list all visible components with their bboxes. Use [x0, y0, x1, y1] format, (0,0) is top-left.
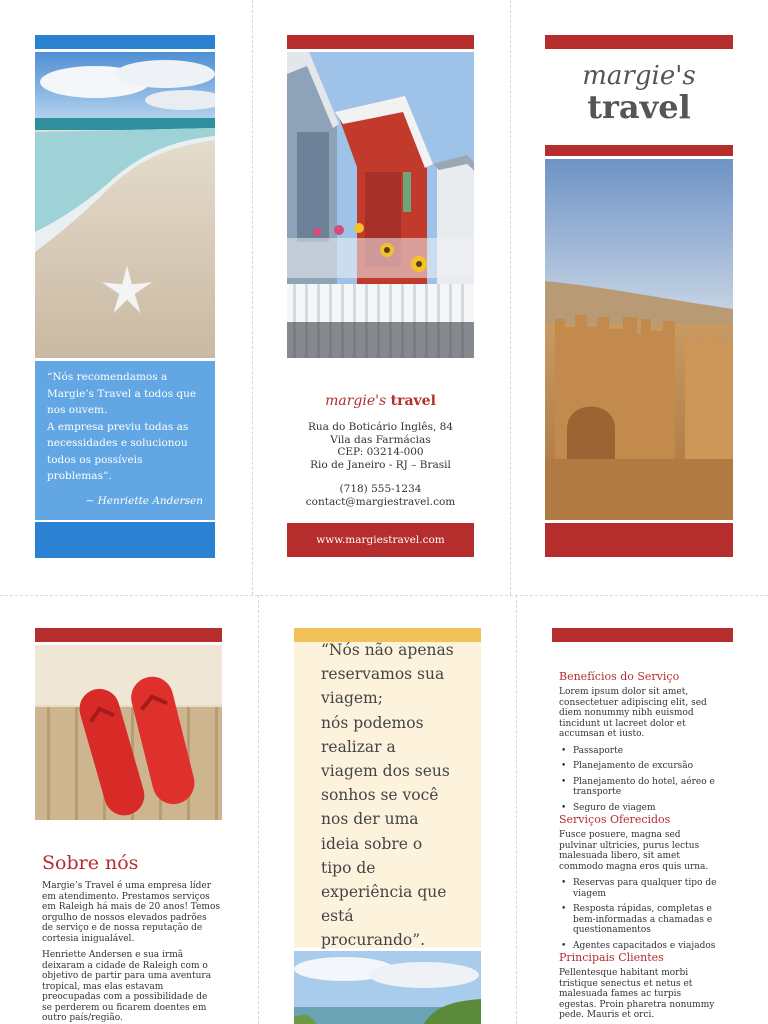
red-header-bar — [545, 35, 733, 49]
address-line: Vila das Farmácias — [330, 433, 431, 446]
blue-footer-bar — [35, 522, 215, 558]
address-line: Rio de Janeiro - RJ – Brasil — [310, 458, 451, 471]
pullquote-line: está — [321, 907, 354, 926]
website-bar — [287, 523, 474, 557]
website-link[interactable]: www.margiestravel.com — [316, 534, 445, 546]
testimonial-line: problemas”. — [47, 470, 112, 482]
list-item: • Seguro de viagem — [559, 803, 719, 814]
beneficios-text: Lorem ipsum dolor sit amet, consectetuer adipiscing elit, sed diem nonummy nibh euismod tincidunt ut lacreet dolor et accumsan et iusto. — [559, 687, 707, 739]
address-line: CEP: 03214-000 — [337, 446, 424, 458]
testimonial-box — [35, 361, 215, 520]
testimonial-line: todos os possíveis — [47, 453, 143, 466]
brand-name-bold: travel — [587, 88, 691, 126]
about-paragraph: Margie’s Travel é uma empresa líder em atendimento. Prestamos serviços em Raleigh há mais de 20 anos! Temos orgulho de nossos elevados padrões de serviço e de nossa reputação de cortesia inigualável. — [42, 881, 220, 944]
red-header-bar — [552, 628, 733, 642]
list-item: • Passaporte — [559, 746, 719, 757]
address-line: Rua do Boticário Inglês, 84 — [307, 421, 454, 433]
red-footer-bar — [545, 523, 733, 557]
section-heading-oferecidos: Serviços Oferecidos — [559, 813, 671, 826]
list-item: • Resposta rápidas, completas e bem-informadas a chamadas e questionamentos — [559, 904, 719, 936]
contact-address — [287, 421, 474, 508]
sandcastle-photo — [545, 159, 733, 520]
brand-logo-large — [545, 62, 733, 124]
beneficios-list — [559, 746, 719, 814]
beach-huts-photo — [287, 52, 474, 358]
testimonial-author: ~ Henriette Andersen — [85, 494, 203, 507]
pullquote-line: nós podemos — [321, 713, 424, 732]
brand-name-italic: margie's — [325, 393, 387, 409]
brand-name-bold: travel — [390, 393, 436, 409]
beach-starfish-photo — [35, 52, 215, 358]
testimonial-line: A empresa previu todas as — [47, 420, 189, 433]
pullquote-text — [321, 638, 471, 953]
fold-line — [252, 0, 253, 595]
pullquote-line: “Nós não apenas — [321, 641, 454, 659]
brand-name-italic: margie's — [582, 61, 696, 91]
oferecidos-text: Fusce posuere, magna sed pulvinar ultricies, purus lectus malesuada libero, sit amet commodo magna eros quis urna. — [559, 830, 709, 872]
pullquote-line: ideia sobre o — [321, 834, 423, 853]
spacer — [287, 471, 474, 483]
beach-dunes-photo — [294, 951, 481, 1024]
section-heading-beneficios: Benefícios do Serviço — [559, 670, 680, 683]
contact-email[interactable]: contact@margiestravel.com — [305, 495, 456, 508]
flip-flops-photo — [35, 645, 222, 820]
pullquote-line: reservamos sua — [321, 665, 445, 684]
brand-logo-small — [287, 393, 474, 409]
testimonial-line: necessidades e solucionou — [47, 437, 188, 449]
testimonial-line: “Nós recomendamos a — [47, 371, 168, 383]
red-header-bar — [287, 35, 474, 49]
pullquote-line: experiência que — [321, 883, 447, 902]
testimonial-line: Margie’s Travel a todos que — [47, 387, 197, 400]
fold-line — [516, 595, 517, 1024]
section-heading-clientes: Principais Clientes — [559, 951, 664, 964]
pullquote-line: procurando”. — [321, 931, 426, 950]
fold-line — [510, 0, 511, 595]
list-item: • Agentes capacitados e viajados — [559, 941, 719, 952]
testimonial-line: nos ouvem. — [47, 404, 108, 416]
oferecidos-list — [559, 878, 719, 951]
list-item: • Reservas para qualquer tipo de viagem — [559, 878, 719, 899]
services-column — [559, 670, 719, 1021]
pullquote-line: realizar a — [321, 737, 396, 756]
list-item: • Planejamento de excursão — [559, 761, 719, 772]
page-divider — [0, 595, 768, 596]
about-paragraph: Henriette Andersen e sua irmã deixaram a cidade de Raleigh com o objetivo de partir para uma aventura tropical, mas elas estavam preocupadas com a possibilidade de se perderem ou ficarem doentes em outro país/região. — [42, 950, 212, 1023]
pullquote-line: tipo de — [321, 858, 376, 877]
list-item: • Planejamento do hotel, aéreo e transporte — [559, 777, 719, 798]
about-heading: Sobre nós — [42, 852, 139, 874]
pullquote-line: nos der uma — [321, 810, 419, 829]
clientes-text: Pellentesque habitant morbi tristique senectus et netus et malesuada fames ac turpis egestas. Proin pharetra nonummy pede. Mauris et orci. — [559, 968, 715, 1020]
contact-phone: (718) 555-1234 — [339, 483, 422, 495]
pullquote-line: viagem dos seus — [321, 762, 450, 781]
pullquote-line: sonhos se você — [321, 786, 439, 805]
red-header-bar — [35, 628, 222, 642]
red-divider-bar — [545, 145, 733, 156]
blue-header-bar — [35, 35, 215, 49]
pullquote-line: viagem; — [321, 689, 383, 708]
fold-line — [258, 595, 259, 1024]
